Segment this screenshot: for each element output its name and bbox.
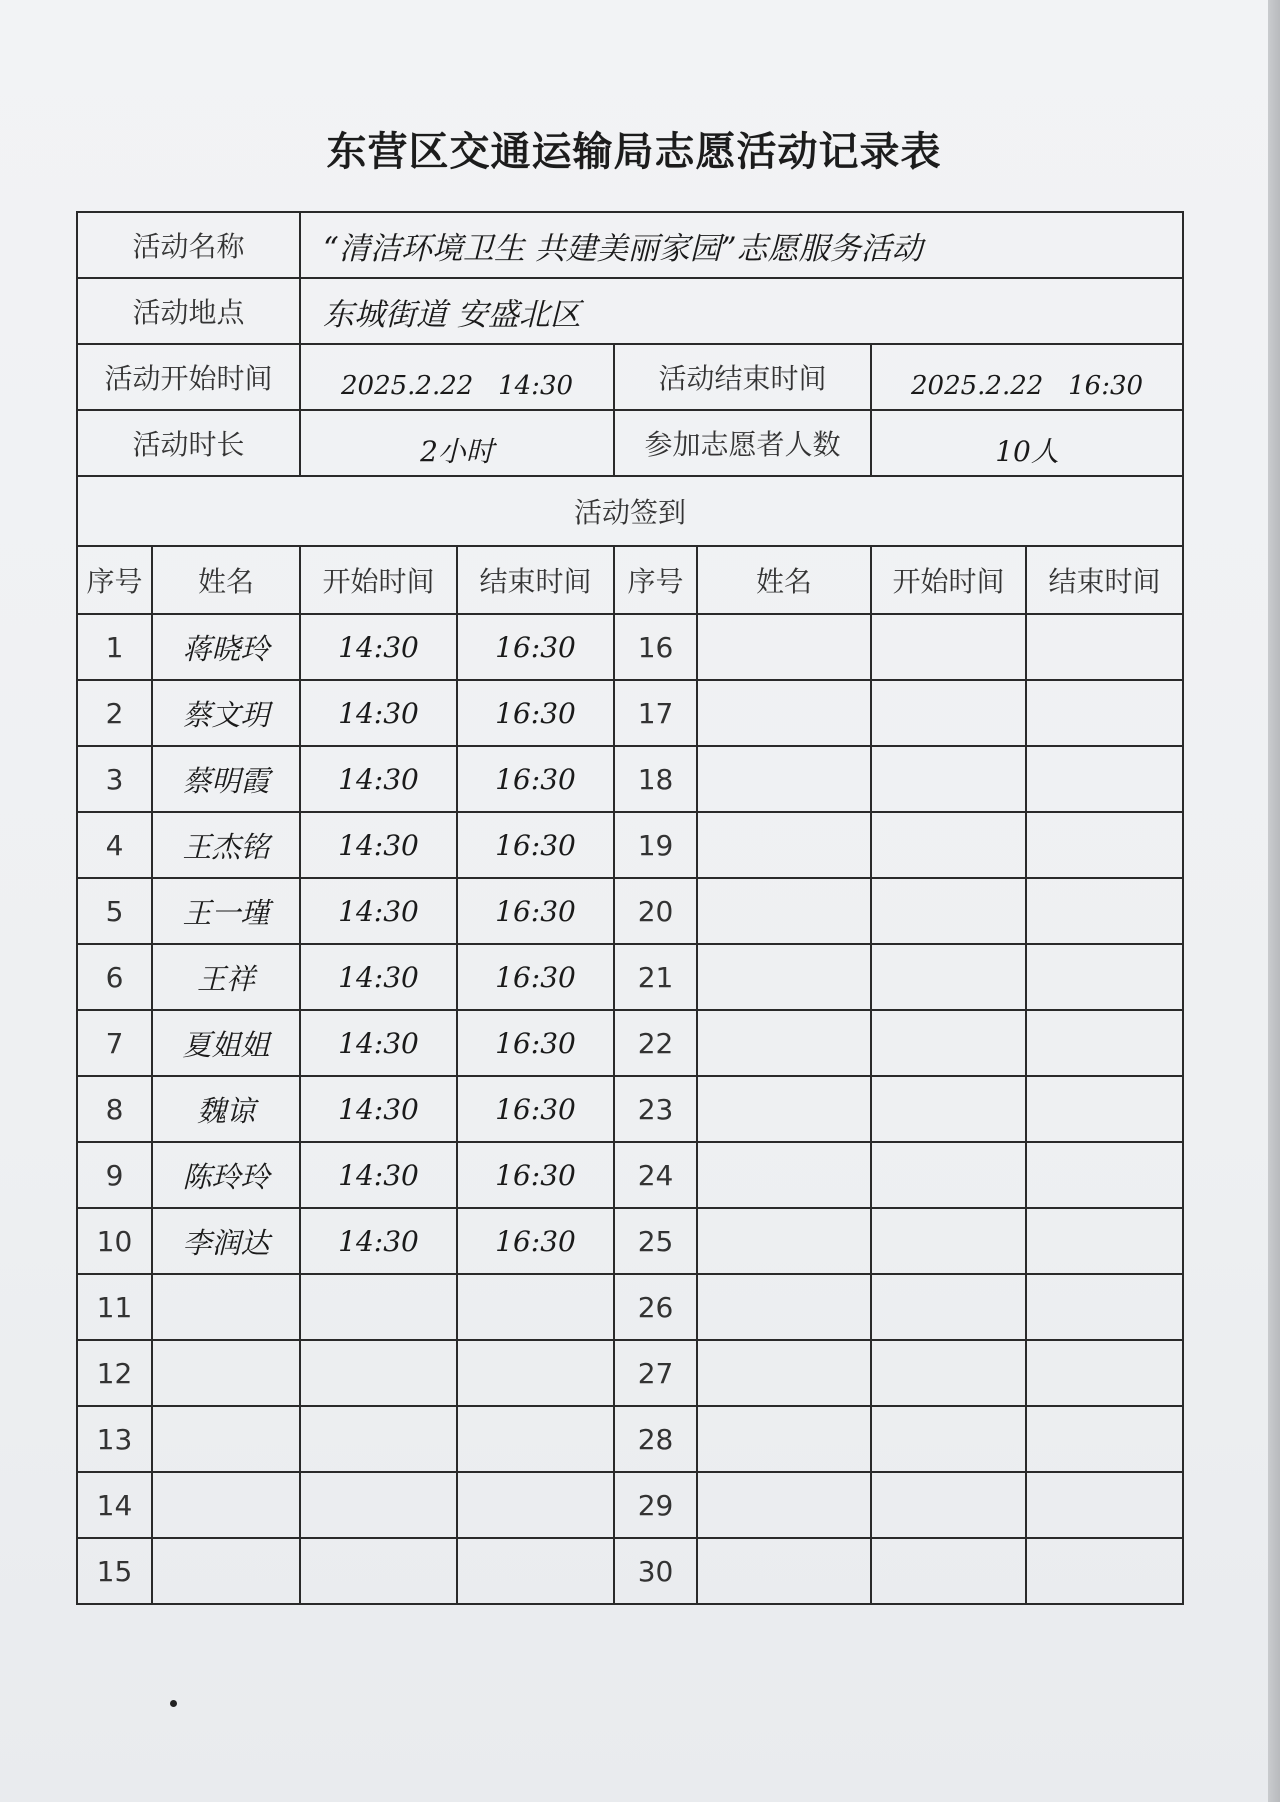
volunteer-name-empty: [697, 878, 871, 944]
volunteer-start-time-empty: [871, 812, 1026, 878]
volunteer-end-time-ink: 16:30: [495, 1026, 576, 1060]
volunteer-end-time-empty: [1026, 878, 1183, 944]
volunteer-start-time-empty: [871, 1142, 1026, 1208]
volunteer-end-time-empty: [1026, 1076, 1183, 1142]
volunteer-end-time: [457, 812, 614, 878]
volunteer-end-time-ink: 16:30: [495, 1158, 576, 1192]
volunteer-name-empty: [697, 1142, 871, 1208]
volunteer-end-time-ink: 16:30: [495, 1092, 576, 1126]
row-number: 25: [614, 1208, 697, 1274]
volunteer-start-time-empty: [871, 1538, 1026, 1604]
volunteer-name-empty: [697, 812, 871, 878]
table-row: [77, 812, 1183, 878]
volunteer-end-time-empty: [1026, 1538, 1183, 1604]
table-row: [77, 1538, 1183, 1604]
table-row: [77, 878, 1183, 944]
volunteer-name-ink: 蒋晓玲: [182, 631, 270, 666]
volunteer-start-time-empty: [871, 1472, 1026, 1538]
row-number: 12: [77, 1340, 152, 1406]
row-number: 29: [614, 1472, 697, 1538]
volunteer-start-time-empty: [871, 746, 1026, 812]
volunteer-name-ink: 王一瑾: [182, 895, 270, 930]
activity-place-value-ink: 东城街道 安盛北区: [323, 296, 581, 333]
volunteer-start-time-empty: [871, 878, 1026, 944]
volunteer-name-ink: 李润达: [182, 1225, 270, 1260]
column-header-5: 序号: [614, 546, 697, 614]
column-header-4: 结束时间: [457, 546, 614, 614]
volunteer-end-time: [457, 878, 614, 944]
form-title: 东营区交通运输局志愿活动记录表: [326, 128, 942, 175]
volunteer-end-time: [457, 1274, 614, 1340]
volunteer-start-time-ink: 14:30: [338, 762, 419, 796]
volunteer-end-time: [457, 1340, 614, 1406]
volunteer-end-time-ink: 16:30: [495, 894, 576, 928]
volunteer-count-value-ink: 10人: [995, 435, 1059, 468]
volunteer-end-time: [457, 1142, 614, 1208]
volunteer-name: [152, 614, 300, 680]
paper-edge-shadow: [1268, 0, 1280, 1802]
activity-time-row: [77, 344, 1183, 410]
volunteer-end-time: [457, 746, 614, 812]
volunteer-start-time-empty: [871, 944, 1026, 1010]
volunteer-start-time: [300, 1274, 457, 1340]
end-time-value-ink: 2025.2.22 16:30: [911, 371, 1144, 401]
volunteer-name-ink: 魏谅: [197, 1093, 256, 1128]
volunteer-start-time: [300, 1538, 457, 1604]
volunteer-end-time-empty: [1026, 1142, 1183, 1208]
volunteer-end-time-empty: [1026, 1472, 1183, 1538]
volunteer-name-ink: 夏姐姐: [182, 1027, 270, 1062]
row-number: 4: [77, 812, 152, 878]
volunteer-start-time-ink: 14:30: [338, 828, 419, 862]
table-row: [77, 1472, 1183, 1538]
volunteer-name: [152, 1406, 300, 1472]
volunteer-end-time: [457, 1010, 614, 1076]
row-number: 17: [614, 680, 697, 746]
volunteer-start-time: [300, 614, 457, 680]
volunteer-name-empty: [697, 944, 871, 1010]
row-number: 2: [77, 680, 152, 746]
volunteer-start-time: [300, 746, 457, 812]
column-header-8: 结束时间: [1026, 546, 1183, 614]
row-number: 3: [77, 746, 152, 812]
table-row: [77, 1406, 1183, 1472]
volunteer-end-time-ink: 16:30: [495, 960, 576, 994]
table-row: [77, 1340, 1183, 1406]
volunteer-name-ink: 王杰铭: [182, 829, 270, 864]
volunteer-start-time: [300, 812, 457, 878]
volunteer-start-time-ink: 14:30: [338, 1158, 419, 1192]
record-table: [76, 211, 1184, 1605]
volunteer-end-time: [457, 614, 614, 680]
start-time-value-ink: 2025.2.22 14:30: [340, 371, 574, 401]
start-time-label: 活动开始时间: [77, 344, 300, 410]
volunteer-end-time-empty: [1026, 680, 1183, 746]
row-number: 16: [614, 614, 697, 680]
signin-header-row: [77, 546, 1183, 614]
volunteer-name: [152, 878, 300, 944]
volunteer-start-time: [300, 1340, 457, 1406]
volunteer-start-time: [300, 680, 457, 746]
volunteer-name: [152, 1142, 300, 1208]
volunteer-start-time: [300, 1010, 457, 1076]
table-row: [77, 1274, 1183, 1340]
volunteer-name: [152, 1076, 300, 1142]
volunteer-start-time-empty: [871, 1010, 1026, 1076]
volunteer-start-time-empty: [871, 1274, 1026, 1340]
row-number: 19: [614, 812, 697, 878]
volunteer-start-time: [300, 878, 457, 944]
volunteer-start-time: [300, 1406, 457, 1472]
volunteer-name-empty: [697, 1406, 871, 1472]
volunteer-name-empty: [697, 1010, 871, 1076]
volunteer-end-time-empty: [1026, 1340, 1183, 1406]
volunteer-end-time-empty: [1026, 614, 1183, 680]
row-number: 20: [614, 878, 697, 944]
volunteer-name-ink: 陈玲玲: [182, 1159, 270, 1194]
volunteer-start-time-ink: 14:30: [338, 1026, 419, 1060]
volunteer-name-empty: [697, 1340, 871, 1406]
volunteer-end-time: [457, 1076, 614, 1142]
volunteer-start-time: [300, 1142, 457, 1208]
table-row: [77, 614, 1183, 680]
volunteer-end-time-empty: [1026, 812, 1183, 878]
volunteer-name-empty: [697, 680, 871, 746]
ink-dot: [170, 1700, 177, 1707]
volunteer-start-time-empty: [871, 1208, 1026, 1274]
row-number: 6: [77, 944, 152, 1010]
end-time-label: 活动结束时间: [614, 344, 871, 410]
volunteer-start-time-empty: [871, 1406, 1026, 1472]
volunteer-count-value: [871, 410, 1183, 476]
volunteer-end-time-empty: [1026, 1406, 1183, 1472]
volunteer-name-empty: [697, 1208, 871, 1274]
volunteer-name: [152, 812, 300, 878]
table-row: [77, 1208, 1183, 1274]
volunteer-end-time-empty: [1026, 1010, 1183, 1076]
volunteer-start-time: [300, 1208, 457, 1274]
row-number: 5: [77, 878, 152, 944]
row-number: 30: [614, 1538, 697, 1604]
column-header-1: 序号: [77, 546, 152, 614]
volunteer-end-time-ink: 16:30: [495, 1224, 576, 1258]
volunteer-start-time: [300, 944, 457, 1010]
duration-value: [300, 410, 614, 476]
volunteer-name-empty: [697, 1076, 871, 1142]
activity-name-value: [300, 212, 1183, 278]
volunteer-start-time: [300, 1472, 457, 1538]
volunteer-end-time-ink: 16:30: [495, 630, 576, 664]
table-row: [77, 1076, 1183, 1142]
volunteer-name-empty: [697, 614, 871, 680]
signin-title-row: [77, 476, 1183, 546]
volunteer-start-time-ink: 14:30: [338, 696, 419, 730]
row-number: 24: [614, 1142, 697, 1208]
volunteer-end-time: [457, 1406, 614, 1472]
volunteer-start-time-empty: [871, 614, 1026, 680]
activity-place-row: [77, 278, 1183, 344]
start-time-value: [300, 344, 614, 410]
volunteer-end-time-ink: 16:30: [495, 762, 576, 796]
row-number: 21: [614, 944, 697, 1010]
volunteer-start-time-ink: 14:30: [338, 630, 419, 664]
row-number: 28: [614, 1406, 697, 1472]
volunteer-end-time-empty: [1026, 1208, 1183, 1274]
volunteer-end-time: [457, 944, 614, 1010]
volunteer-start-time-empty: [871, 680, 1026, 746]
row-number: 1: [77, 614, 152, 680]
volunteer-name-empty: [697, 1274, 871, 1340]
volunteer-name: [152, 1208, 300, 1274]
table-row: [77, 746, 1183, 812]
row-number: 14: [77, 1472, 152, 1538]
volunteer-name: [152, 1538, 300, 1604]
volunteer-name: [152, 680, 300, 746]
volunteer-start-time-ink: 14:30: [338, 1224, 419, 1258]
row-number: 7: [77, 1010, 152, 1076]
duration-label: 活动时长: [77, 410, 300, 476]
table-row: [77, 1142, 1183, 1208]
row-number: 22: [614, 1010, 697, 1076]
volunteer-name-empty: [697, 1472, 871, 1538]
volunteer-end-time-ink: 16:30: [495, 828, 576, 862]
row-number: 13: [77, 1406, 152, 1472]
volunteer-name: [152, 1340, 300, 1406]
volunteer-end-time: [457, 1538, 614, 1604]
volunteer-name: [152, 1010, 300, 1076]
column-header-3: 开始时间: [300, 546, 457, 614]
activity-place-label: 活动地点: [77, 278, 300, 344]
volunteer-name: [152, 746, 300, 812]
row-number: 9: [77, 1142, 152, 1208]
volunteer-name-empty: [697, 746, 871, 812]
activity-name-value-ink: “清洁环境卫生 共建美丽家园”志愿服务活动: [323, 230, 923, 267]
volunteer-count-label: 参加志愿者人数: [614, 410, 871, 476]
activity-place-value: [300, 278, 1183, 344]
volunteer-end-time-empty: [1026, 1274, 1183, 1340]
volunteer-name-ink: 蔡文玥: [182, 697, 270, 732]
volunteer-start-time-empty: [871, 1076, 1026, 1142]
row-number: 23: [614, 1076, 697, 1142]
column-header-2: 姓名: [152, 546, 300, 614]
row-number: 18: [614, 746, 697, 812]
volunteer-end-time: [457, 680, 614, 746]
row-number: 8: [77, 1076, 152, 1142]
volunteer-end-time-empty: [1026, 944, 1183, 1010]
volunteer-name-ink: 王祥: [197, 961, 256, 996]
volunteer-start-time-ink: 14:30: [338, 1092, 419, 1126]
table-row: [77, 680, 1183, 746]
row-number: 26: [614, 1274, 697, 1340]
activity-name-row: [77, 212, 1183, 278]
volunteer-name-ink: 蔡明霞: [182, 763, 270, 798]
duration-row: [77, 410, 1183, 476]
signin-title: 活动签到: [77, 476, 1183, 546]
table-row: [77, 1010, 1183, 1076]
end-time-value: [871, 344, 1183, 410]
row-number: 11: [77, 1274, 152, 1340]
row-number: 10: [77, 1208, 152, 1274]
volunteer-end-time-ink: 16:30: [495, 696, 576, 730]
volunteer-start-time-ink: 14:30: [338, 894, 419, 928]
duration-value-ink: 2小时: [420, 435, 494, 468]
volunteer-name: [152, 1472, 300, 1538]
activity-name-label: 活动名称: [77, 212, 300, 278]
table-row: [77, 944, 1183, 1010]
volunteer-end-time: [457, 1472, 614, 1538]
volunteer-end-time: [457, 1208, 614, 1274]
volunteer-name: [152, 944, 300, 1010]
volunteer-start-time-empty: [871, 1340, 1026, 1406]
volunteer-name: [152, 1274, 300, 1340]
row-number: 15: [77, 1538, 152, 1604]
row-number: 27: [614, 1340, 697, 1406]
column-header-6: 姓名: [697, 546, 871, 614]
volunteer-start-time-ink: 14:30: [338, 960, 419, 994]
volunteer-start-time: [300, 1076, 457, 1142]
column-header-7: 开始时间: [871, 546, 1026, 614]
volunteer-name-empty: [697, 1538, 871, 1604]
volunteer-end-time-empty: [1026, 746, 1183, 812]
